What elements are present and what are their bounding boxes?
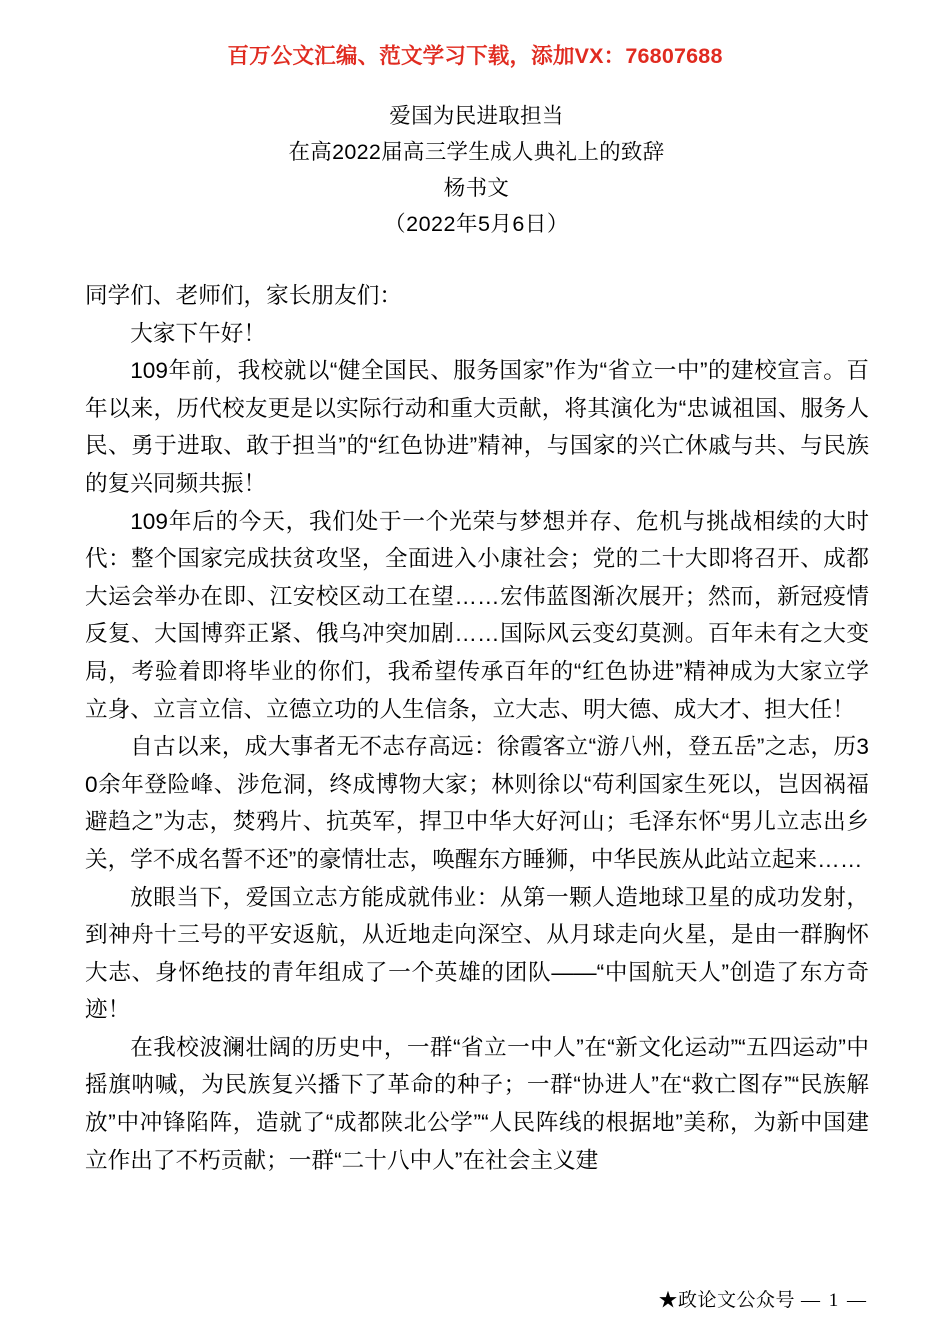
greeting-line: 大家下午好！ [130,320,267,346]
paragraph-2: 109年后的今天，我们处于一个光荣与梦想并存、危机与挑战相续的大时代：整个国家完成扶贫攻坚，全面进入小康社会；党的二十大即将召开、成都大运会举办在即、江安校区动工在望……宏伟蓝图渐次展开；然而，新冠疫情反复、大国博弈正紧、俄乌冲突加剧……国际风云变幻莫测。百年未有之大变局，考验着即将毕业的你们，我希望传承百年的“红色协进”精神成为大家立学立身、立言立信、立德立功的人生信条，立大志、明大德、成大才、担大任！ [85,508,869,722]
paragraph-3: 自古以来，成大事者无不志存高远：徐霞客立“游八州，登五岳”之志，历30余年登险峰、涉危洞，终成博物大家；林则徐以“苟利国家生死以，岂因祸福避趋之”为志，焚鸦片、抗英军，捍卫中华大好河山；毛泽东怀“男儿立志出乡关，学不成名誓不还”的豪情壮志，唤醒东方睡狮，中华民族从此站立起来…… [85,734,869,872]
paragraph-4: 放眼当下，爱国立志方能成就伟业：从第一颗人造地球卫星的成功发射，到神舟十三号的平安返航，从近地走向深空、从月球走向火星，是由一群胸怀大志、身怀绝技的青年组成了一个英雄的团队——“中国航天人”创造了东方奇迹！ [85,884,869,1023]
document-title-line-1: 爱国为民进取担当 [389,104,564,128]
document-date: （2022年5月6日） [384,212,569,236]
paragraph-5: 在我校波澜壮阔的历史中，一群“省立一中人”在“新文化运动”“五四运动”中摇旗呐喊，为民族复兴播下了革命的种子；一群“协进人”在“救亡图存”“民族解放”中冲锋陷阵，造就了“成都陕北公学”“人民阵线的根据地”美称，为新中国建立作出了不朽贡献；一群“二十八中人”在社会主义建 [85,1034,869,1173]
title-block [85,98,868,242]
paragraph-1: 109年前，我校就以“健全国民、服务国家”作为“省立一中”的建校宣言。百年以来，历代校友更是以实际行动和重大贡献，将其演化为“忠诚祖国、服务人民、勇于进取、敢于担当”的“红色协进”精神，与国家的兴亡休戚与共、与民族的复兴同频共振！ [85,358,869,496]
page-number: — 1 — [801,1290,868,1311]
document-title-line-2: 在高2022届高三学生成人典礼上的致辞 [288,140,665,164]
document-body [85,277,869,1179]
footer-watermark: ★政论文公众号 [658,1290,795,1311]
document-author: 杨书文 [443,176,510,200]
page-footer [0,1288,950,1314]
promo-banner: 百万公文汇编、范文学习下载，添加VX：76807688 [227,44,723,68]
salutation-line: 同学们、老师们，家长朋友们： [85,283,403,308]
